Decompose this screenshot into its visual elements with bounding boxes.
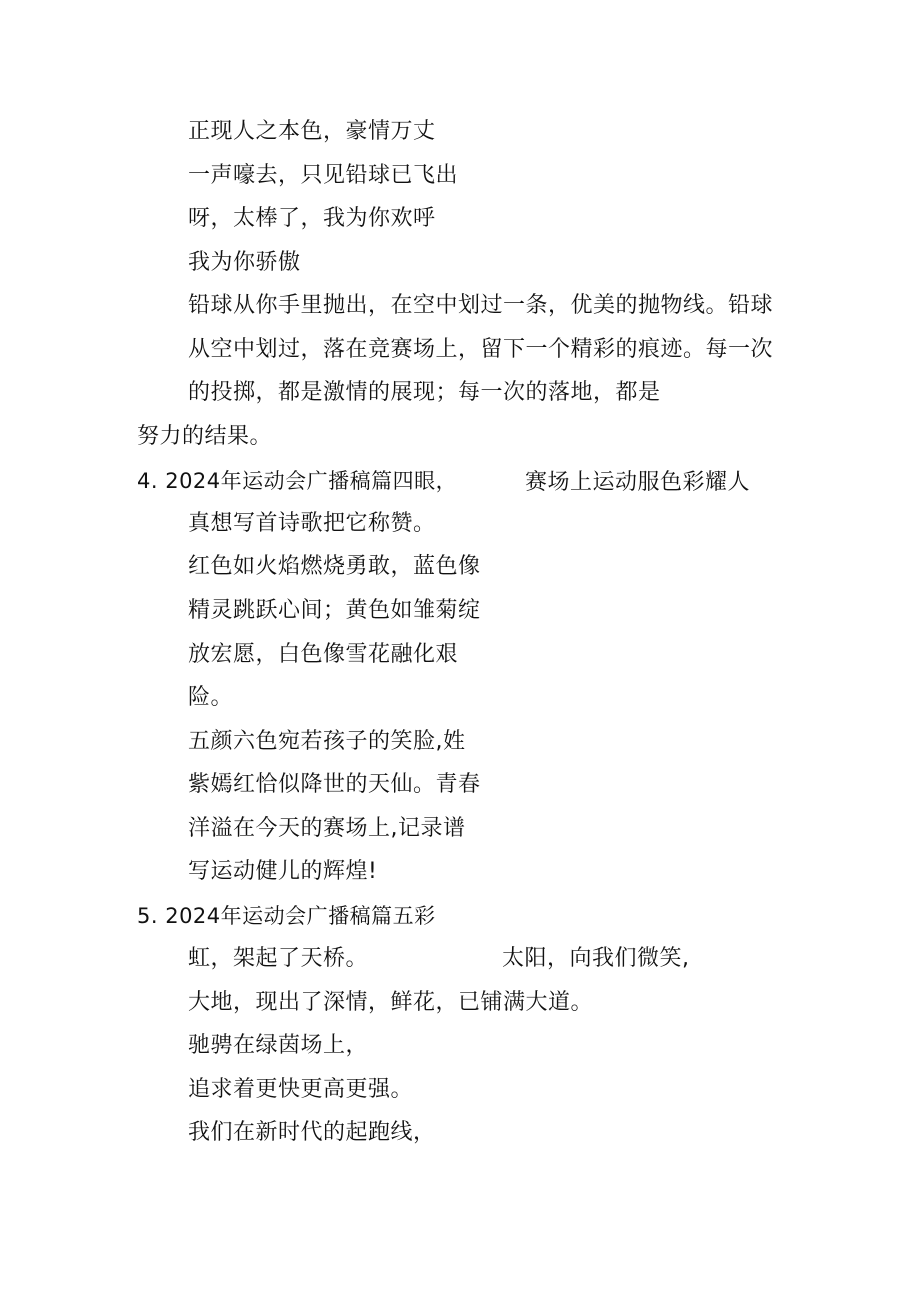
paragraph-line: 努力的结果。 — [137, 424, 273, 449]
section-heading: 4. 2024年运动会广播稿篇四眼， — [137, 469, 458, 493]
poem-line: 放宏愿，白色像雪花融化艰 — [188, 642, 459, 667]
heading-side-text: 赛场上运动服色彩耀人 — [525, 470, 751, 495]
poem-line: 追求着更快更高更强。 — [188, 1077, 414, 1102]
poem-line: 呀，太棒了，我为你欢呼 — [188, 206, 436, 231]
paragraph-line: 从空中划过，落在竞赛场上，留下一个精彩的痕迹。每一次 — [188, 337, 774, 362]
paragraph-line: 铅球从你手里抛出，在空中划过一条，优美的抛物线。铅球 — [188, 293, 774, 318]
poem-line: 我们在新时代的起跑线， — [188, 1120, 436, 1145]
poem-line: 我为你骄傲 — [188, 250, 301, 275]
poem-line: 紫嫣红恰似降世的天仙。青春 — [188, 772, 481, 797]
poem-line: 一声嚎去，只见铅球已飞出 — [188, 163, 459, 188]
section-heading: 5. 2024年运动会广播稿篇五彩 — [137, 904, 436, 928]
poem-line: 驰骋在绿茵场上， — [188, 1033, 369, 1058]
poem-line: 写运动健儿的辉煌! — [188, 859, 378, 884]
paragraph-line: 的投掷，都是激情的展现；每一次的落地，都是 — [188, 380, 661, 405]
poem-line: 险。 — [188, 685, 234, 710]
poem-line: 精灵跳跃心间；黄色如雏菊绽 — [188, 598, 481, 623]
poem-line: 太阳，向我们微笑, — [502, 946, 690, 971]
poem-line: 红色如火焰燃烧勇敢，蓝色像 — [188, 554, 481, 579]
poem-line: 正现人之本色，豪情万丈 — [188, 119, 436, 144]
poem-line: 洋溢在今天的赛场上,记录谱 — [188, 816, 466, 841]
poem-line: 虹，架起了天桥。 — [188, 946, 369, 971]
poem-line: 真想写首诗歌把它称赞。 — [188, 511, 436, 536]
poem-line: 大地，现出了深情，鲜花，已铺满大道。 — [188, 990, 594, 1015]
poem-line: 五颜六色宛若孩子的笑脸,姓 — [188, 729, 466, 754]
